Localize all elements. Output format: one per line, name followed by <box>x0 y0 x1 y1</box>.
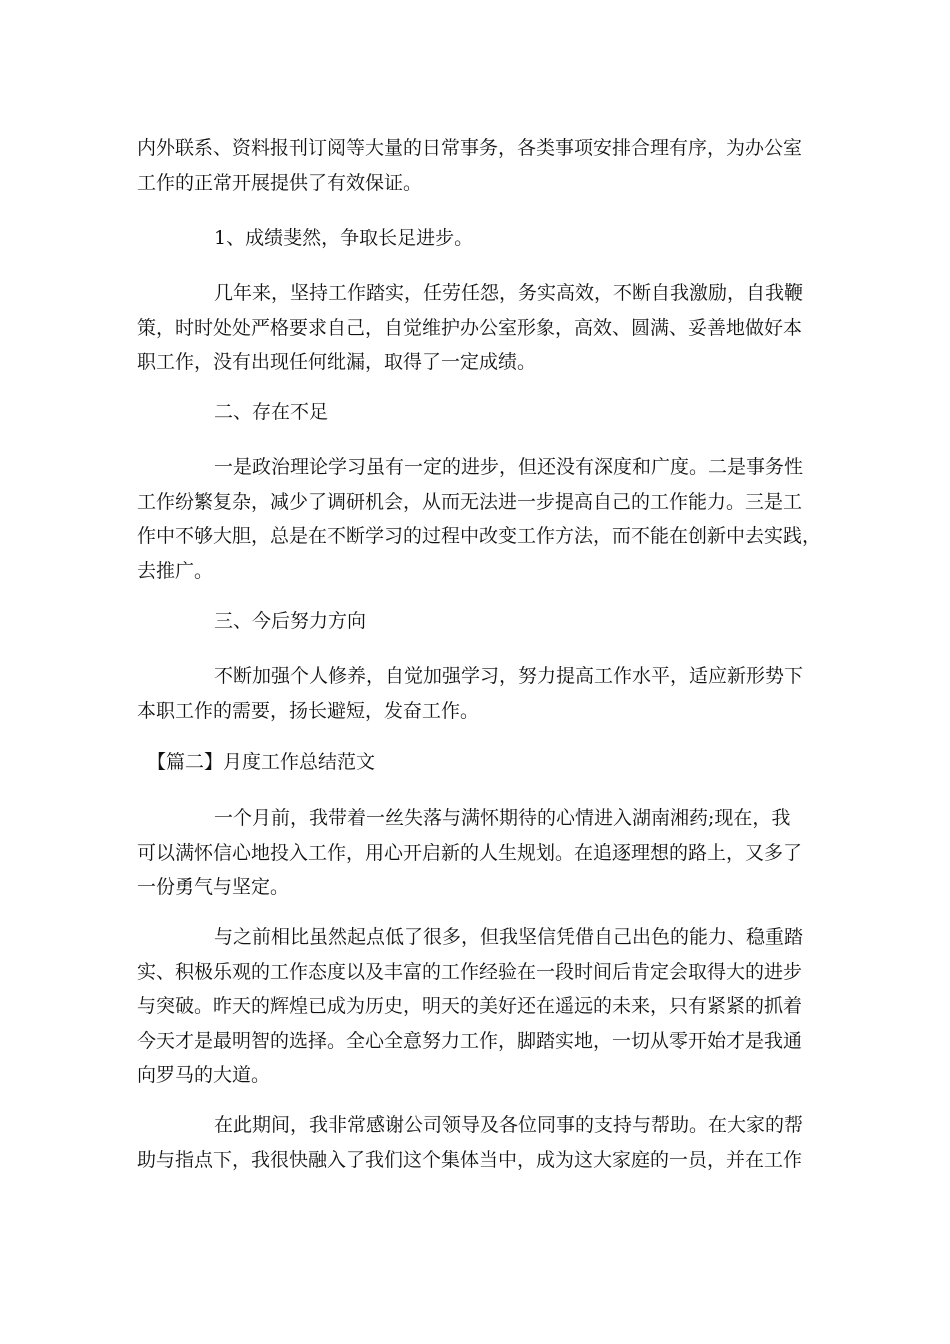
paragraph-gratitude <box>137 1108 817 1177</box>
heading-achievements <box>137 221 817 256</box>
paragraph-shortcomings <box>137 450 822 588</box>
text-line: 本职工作的需要，扬长避短，发奋工作。 <box>137 699 480 722</box>
text-line: 三、今后努力方向 <box>214 610 367 632</box>
text-line: 可以满怀信心地投入工作，用心开启新的人生规划。在追逐理想的路上，又多了 <box>137 841 803 864</box>
text-line: 工作纷繁复杂，减少了调研机会，从而无法进一步提高自己的工作能力。三是工 <box>137 490 803 513</box>
text-line: 【篇二】月度工作总结范文 <box>147 751 376 773</box>
text-line: 几年来，坚持工作踏实，任劳任怨，务实高效，不断自我激励，自我鞭 <box>214 282 804 304</box>
text-line: 今天才是最明智的选择。全心全意努力工作，脚踏实地，一切从零开始才是我通 <box>137 1029 803 1052</box>
text-line: 在此期间，我非常感谢公司领导及各位同事的支持与帮助。在大家的帮 <box>214 1114 804 1136</box>
text-line: 策，时时处处严格要求自己，自觉维护办公室形象，高效、圆满、妥善地做好本 <box>137 316 803 339</box>
paragraph-compared-before <box>137 920 817 1093</box>
heading-shortcomings <box>137 395 817 430</box>
text-line: 一份勇气与坚定。 <box>137 876 290 898</box>
text-line: 一个月前，我带着一丝失落与满怀期待的心情进入湖南湘药;现在，我 <box>214 807 791 829</box>
paragraph-month-ago <box>137 801 817 905</box>
text-line: 实、积极乐观的工作态度以及丰富的工作经验在一段时间后肯定会取得大的进步 <box>137 960 803 983</box>
paragraph-future-direction <box>137 659 817 728</box>
section-title-part-two <box>137 745 817 780</box>
text-line: 职工作，没有出现任何纰漏，取得了一定成绩。 <box>137 351 537 373</box>
text-line: 助与指点下，我很快融入了我们这个集体当中，成为这大家庭的一员，并在工作 <box>137 1148 803 1171</box>
heading-future-direction <box>137 604 817 639</box>
text-line: 不断加强个人修养，自觉加强学习，努力提高工作水平，适应新形势下 <box>214 665 804 687</box>
text-line: 与突破。昨天的辉煌已成为历史，明天的美好还在遥远的未来，只有紧紧的抓着 <box>137 995 803 1017</box>
text-line: 内外联系、资料报刊订阅等大量的日常事务，各类事项安排合理有序，为办公室 <box>137 137 803 159</box>
text-line: 作中不够大胆，总是在不断学习的过程中改变工作方法，而不能在创新中去实践， <box>137 525 822 547</box>
text-line: 工作的正常开展提供了有效保证。 <box>137 171 423 194</box>
text-line: 去推广。 <box>137 559 214 582</box>
paragraph-office-duties <box>137 131 817 200</box>
text-line: 1、成绩斐然，争取长足进步。 <box>214 227 474 249</box>
text-line: 一是政治理论学习虽有一定的进步，但还没有深度和广度。二是事务性 <box>214 456 804 478</box>
text-line: 向罗马的大道。 <box>137 1064 271 1086</box>
text-line: 二、存在不足 <box>214 401 329 423</box>
text-line: 与之前相比虽然起点低了很多，但我坚信凭借自己出色的能力、稳重踏 <box>214 926 804 948</box>
paragraph-years-work <box>137 276 817 380</box>
